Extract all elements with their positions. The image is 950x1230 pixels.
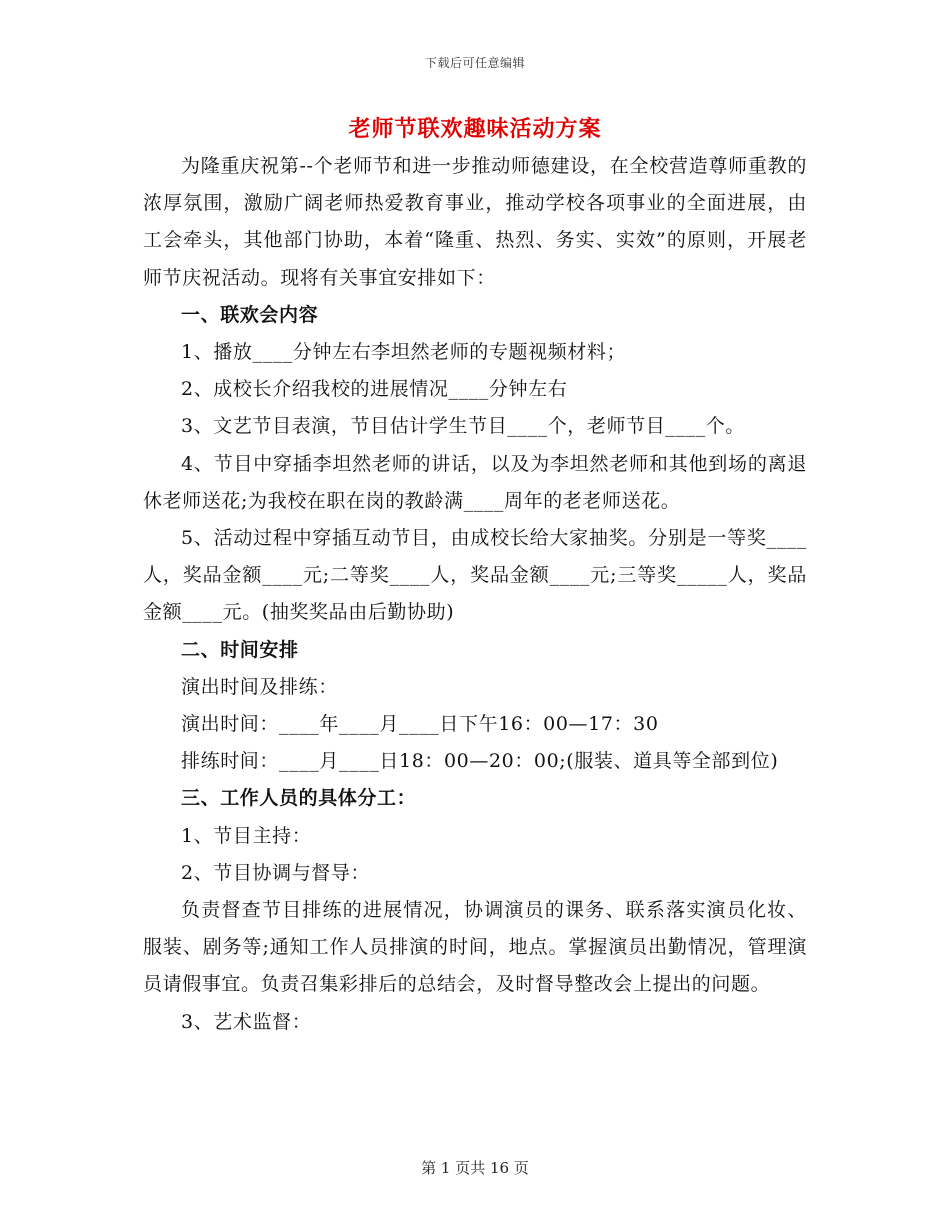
page-header: 下载后可任意编辑	[424, 56, 525, 70]
document-body	[143, 148, 807, 1041]
section-2-heading: 二、时间安排	[181, 638, 299, 661]
section-2-line-2: 演出时间：____年____月____日下午16：00—17：30	[181, 713, 659, 736]
section-2-line-3: 排练时间：____月____日18：00—20：00;(服装、道具等全部到位)	[181, 750, 779, 773]
section-3-paragraph: 负责督查节目排练的进展情况，协调演员的课务、联系落实演员化妆、服装、剧务等;通知工作人员排演的时间，地点。掌握演员出勤情况，管理演员请假事宜。负责召集彩排后的总结会，及时督导整改会上提出的问题。	[143, 899, 807, 996]
document-title: 老师节联欢趣味活动方案	[348, 116, 602, 142]
section-1-item-1: 1、播放____分钟左右李坦然老师的专题视频材料；	[181, 341, 627, 364]
section-1-item-5: 5、活动过程中穿插互动节目，由成校长给大家抽奖。分别是一等奖____人，奖品金额____元;二等奖____人，奖品金额____元;三等奖_____人，奖品金额____元。(抽奖奖品由后勤协助)	[143, 527, 807, 624]
section-2-line-1: 演出时间及排练：	[181, 675, 338, 698]
section-3-line-2: 2、节目协调与督导：	[181, 861, 371, 884]
intro-paragraph: 为隆重庆祝第--个老师节和进一步推动师德建设，在全校营造尊师重教的浓厚氛围，激励广阔老师热爱教育事业，推动学校各项事业的全面进展，由工会牵头，其他部门协助，本着“隆重、热烈、务实、实效”的原则，开展老师节庆祝活动。现将有关事宜安排如下：	[143, 155, 807, 289]
section-3-heading: 三、工作人员的具体分工：	[181, 787, 417, 810]
section-3-line-1: 1、节目主持：	[181, 824, 312, 847]
section-1-heading: 一、联欢会内容	[181, 303, 319, 326]
section-1-item-3: 3、文艺节目表演，节目估计学生节目____个，老师节目____个。	[181, 415, 745, 438]
section-3-line-3: 3、艺术监督：	[181, 1010, 312, 1033]
page-footer: 第 1 页共 16 页	[421, 1159, 529, 1177]
section-1-item-4: 4、节目中穿插李坦然老师的讲话，以及为李坦然老师和其他到场的离退休老师送花;为我校在职在岗的教龄满____周年的老老师送花。	[143, 452, 807, 512]
section-1-item-2: 2、成校长介绍我校的进展情况____分钟左右	[181, 378, 568, 401]
